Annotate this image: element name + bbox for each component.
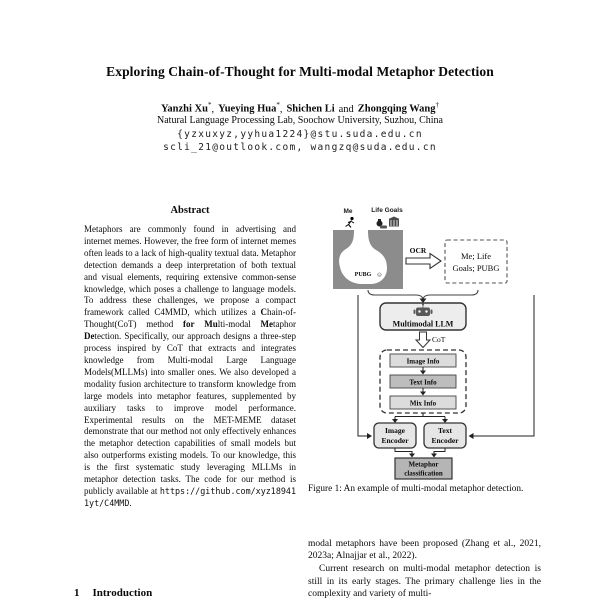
author-sep-2: , xyxy=(279,103,283,115)
meme-life-goals-label: Life Goals xyxy=(371,207,403,214)
abstract-segment: taphor xyxy=(273,319,296,330)
abstract-segment: C xyxy=(260,307,267,318)
author-4-mark: † xyxy=(435,101,440,109)
ocr-output-box xyxy=(445,240,507,283)
abstract-segment: tection. Specifically, our approach designs a three-step process inspired by CoT that extracts and integrates knowledge from Multi-modal Large Language Models(MLLMs) into smaller ones. We also developed a modality fusion architecture to transform knowledge from large models into metaphor features, supplemented by auxiliary tasks to improve model performance. Experimental results on the MET-MEME dataset demonstrate that our method not only effectively enhances the metaphor detection capabilities of small models but also outperforms existing models. To our knowledge, this is the first systematic study leveraging MLLMs in metaphor detection tasks. The code for our method is publicly available at xyxy=(84,331,296,496)
classifier-label-2: classification xyxy=(404,469,443,478)
text-info-label: Text Info xyxy=(409,378,437,387)
section-number: 1 xyxy=(74,587,80,599)
ocr-text-line-1: Me; Life xyxy=(461,251,491,261)
arrowhead xyxy=(431,454,437,458)
connector xyxy=(434,448,445,454)
underbrace xyxy=(368,290,478,299)
abstract-segment: Me xyxy=(260,319,273,330)
github-link[interactable]: https://github.com/xyz189411yt/C4MMD xyxy=(84,485,296,508)
author-sep-3: and xyxy=(338,103,354,115)
abstract-segment: for xyxy=(183,319,195,330)
arrowhead xyxy=(469,433,474,439)
smiley-face-icon: ☺ xyxy=(376,271,383,279)
author-line xyxy=(0,101,600,115)
author-1-mark: * xyxy=(207,101,212,109)
figure-caption: Figure 1: An example of multi-modal metaphor detection. xyxy=(308,484,524,494)
cot-arrow-icon xyxy=(416,332,430,348)
image-encoder-label-2: Encoder xyxy=(381,436,409,445)
mix-info-label: Mix Info xyxy=(409,399,437,408)
author-3: Shichen Li xyxy=(286,103,335,115)
arrowhead xyxy=(367,433,372,439)
abstract-segment: Mu xyxy=(204,319,218,330)
connector xyxy=(395,413,445,420)
cot-label: CoT xyxy=(432,335,446,344)
abstract-segment: . xyxy=(129,497,132,508)
classifier-label-1: Metaphor xyxy=(408,460,439,469)
arrowhead xyxy=(420,392,426,396)
car-icon xyxy=(380,226,387,229)
mllm-label: Multimodal LLM xyxy=(392,319,454,329)
figure-1-diagram xyxy=(306,200,542,480)
body-paragraph-2: Current research on multi-modal metaphor detection is still in its early stages. The primary challenge lies in the complexity and variety of multi- xyxy=(308,564,541,599)
ocr-arrow-icon xyxy=(406,254,441,269)
abstract-segment: De xyxy=(84,331,95,342)
text-encoder-label-1: Text xyxy=(438,426,452,435)
meme-image xyxy=(333,204,403,289)
meme-me-label: Me xyxy=(343,208,353,215)
arrowhead xyxy=(409,454,415,458)
affiliation: Natural Language Processing Lab, Soochow University, Suzhou, China xyxy=(157,115,443,126)
ocr-text-line-2: Goals; PUBG xyxy=(452,263,500,273)
paper-title: Exploring Chain-of-Thought for Multi-modal Metaphor Detection xyxy=(106,64,494,79)
image-encoder-label-1: Image xyxy=(385,426,405,435)
meme-pubg-label: PUBG xyxy=(354,272,372,278)
abstract-segment xyxy=(195,319,205,329)
section-title: Introduction xyxy=(92,587,153,599)
text-branch-line xyxy=(473,295,534,436)
connector xyxy=(395,448,412,454)
email-line-2: scli_21@outlook.com, wangzq@suda.edu.cn xyxy=(163,142,437,153)
abstract-segment: hain-of-Thought(CoT) method xyxy=(84,307,296,330)
abstract-segment: lti-modal xyxy=(217,319,261,330)
author-4: Zhongqing Wang xyxy=(357,103,436,115)
arrowhead xyxy=(420,371,426,375)
image-info-label: Image Info xyxy=(406,357,440,366)
author-2-mark: * xyxy=(276,101,280,109)
introduction-text xyxy=(308,538,541,600)
author-sep-1: , xyxy=(211,103,215,115)
section-heading-introduction xyxy=(74,587,152,599)
image-branch-line xyxy=(358,295,368,436)
abstract-heading: Abstract xyxy=(170,205,210,216)
author-2: Yueying Hua xyxy=(218,103,277,115)
ocr-arrow-label: OCR xyxy=(409,246,427,255)
email-line-1: {yzxuxyz,yyhua1224}@stu.suda.edu.cn xyxy=(177,129,423,140)
body-paragraph-1: modal metaphors have been proposed (Zhang et al., 2021, 2023a; Alnajjar et al., 2022). xyxy=(308,539,541,562)
abstract-segment: Metaphors are commonly found in advertising and internet memes. However, the free form of internet memes often leads to a lack of high-quality textual data. Metaphor detection demands a deep interpretation of both textual and visual elements, requiring extensive common-sense knowledge, which poses a challenge to language models. To address these challenges, we propose a compact framework called C4MMD, which utilizes a xyxy=(84,224,296,318)
author-1: Yanzhi Xu xyxy=(160,103,208,115)
text-encoder-label-2: Encoder xyxy=(431,436,459,445)
abstract-text xyxy=(84,224,296,510)
